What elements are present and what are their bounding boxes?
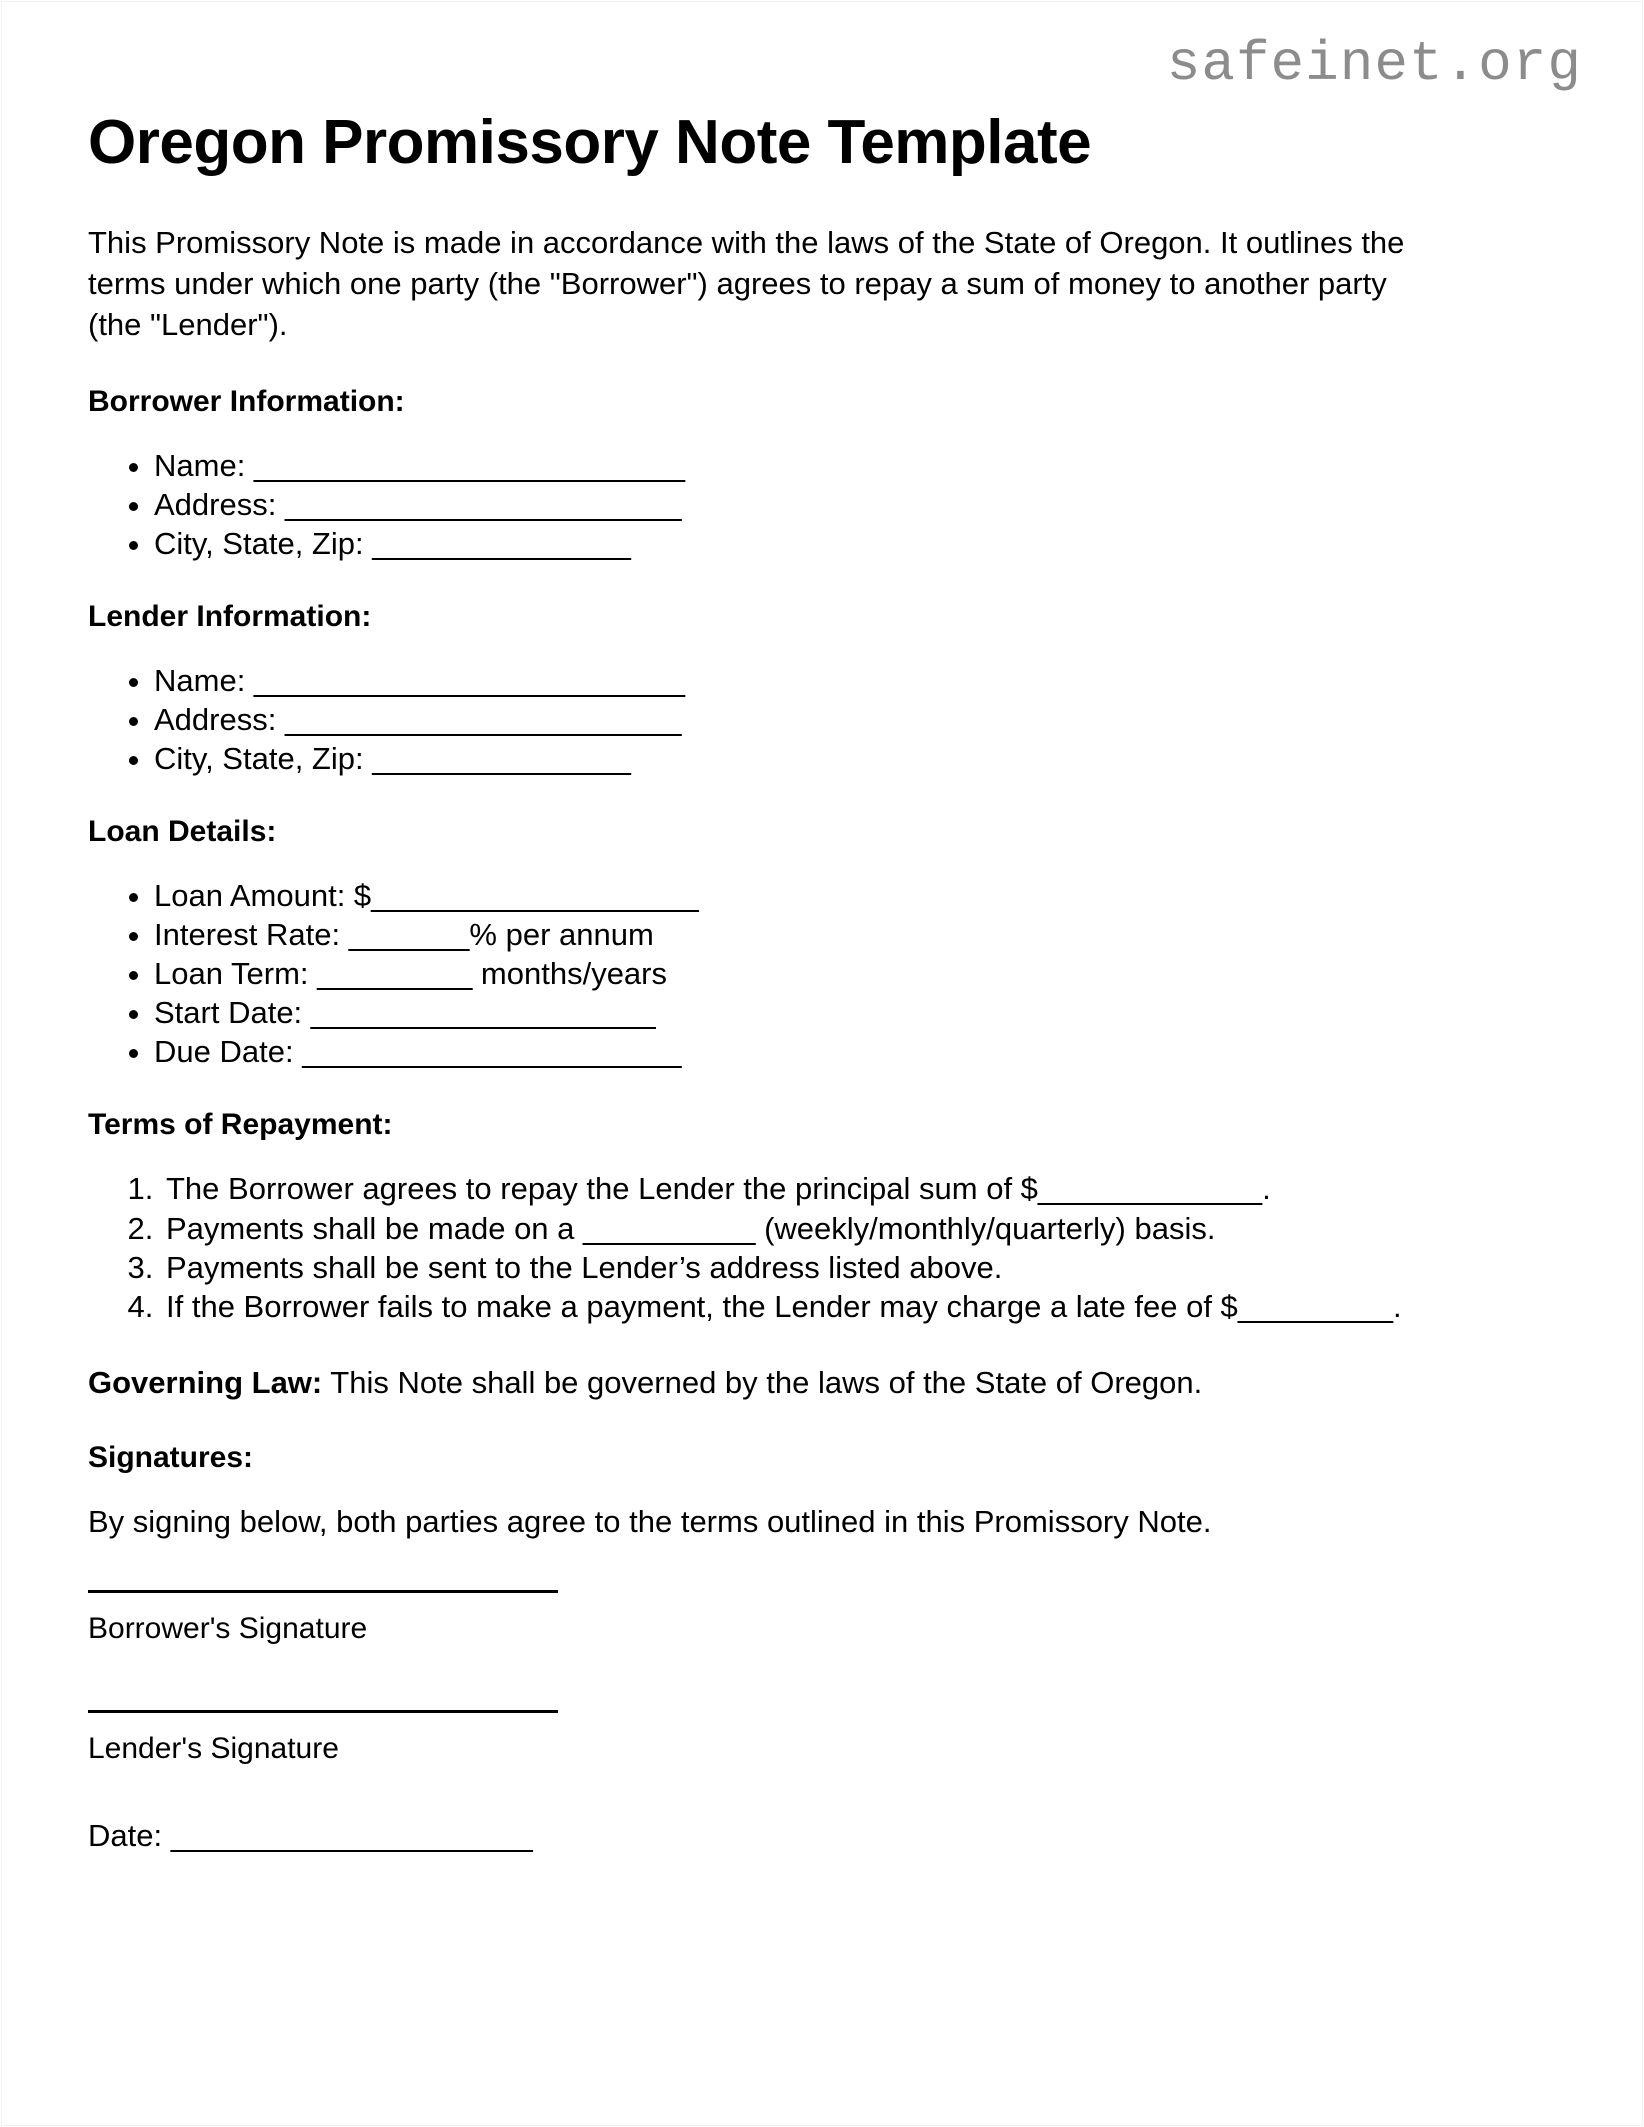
- borrower-signature-block: [88, 1590, 1468, 1648]
- list-item: [154, 954, 1468, 993]
- borrower-information-heading: Borrower Information:: [88, 384, 405, 418]
- term-prefix: If the Borrower fails to make a payment, the Lender may charge a late fee of $: [166, 1289, 1238, 1325]
- list-item: [154, 446, 1468, 485]
- field-label: Loan Term:: [154, 956, 318, 992]
- field-label: City, State, Zip:: [154, 525, 373, 561]
- field-label: Loan Amount: $: [154, 877, 372, 913]
- term-prefix: Payments shall be sent to the Lender’s address listed above.: [166, 1249, 1003, 1285]
- list-item: [162, 1248, 1468, 1287]
- term-blank[interactable]: _________: [1237, 1289, 1393, 1325]
- list-item: [154, 524, 1468, 563]
- field-blank[interactable]: _________: [317, 956, 473, 992]
- repayment-terms-list: [88, 1169, 1468, 1326]
- page-title: Oregon Promissory Note Template: [88, 108, 1092, 177]
- terms-of-repayment-heading: Terms of Repayment:: [88, 1108, 393, 1142]
- lender-signature-caption: Lender's Signature: [88, 1732, 339, 1766]
- list-item: [154, 700, 1468, 739]
- governing-law-label: Governing Law:: [88, 1364, 323, 1400]
- list-item: [154, 993, 1468, 1032]
- term-suffix: .: [1392, 1289, 1402, 1325]
- list-item: [154, 1032, 1468, 1071]
- field-label: Address:: [154, 486, 285, 522]
- field-blank[interactable]: ______________________: [302, 1034, 682, 1070]
- signatures-heading: Signatures:: [88, 1440, 254, 1474]
- field-suffix: months/years: [472, 956, 668, 992]
- loan-details-heading: Loan Details:: [88, 814, 277, 848]
- list-item: [154, 876, 1468, 915]
- list-item: [154, 661, 1468, 700]
- field-label: Name:: [154, 662, 254, 698]
- field-blank[interactable]: ____________________: [310, 995, 656, 1031]
- field-blank[interactable]: _________________________: [253, 447, 685, 483]
- field-blank[interactable]: _______________: [372, 525, 631, 561]
- field-blank[interactable]: _______________________: [284, 486, 682, 522]
- intro-paragraph: This Promissory Note is made in accordance with the laws of the State of Oregon. It outlines the terms under which one party (the "Borrower") agrees to repay a sum of money to another party (the "Lender").: [88, 224, 1405, 342]
- list-item: [162, 1169, 1468, 1208]
- lender-signature-block: [88, 1710, 1468, 1768]
- field-label: Start Date:: [154, 995, 311, 1031]
- lender-signature-line[interactable]: [88, 1710, 558, 1713]
- site-watermark: safeinet.org: [1166, 32, 1582, 96]
- document-content: [88, 110, 1468, 1857]
- borrower-field-list: [88, 446, 1468, 563]
- lender-information-heading: Lender Information:: [88, 599, 372, 633]
- date-blank[interactable]: _____________________: [170, 1818, 533, 1854]
- field-blank[interactable]: ___________________: [371, 877, 699, 913]
- field-blank[interactable]: _______: [348, 917, 470, 952]
- field-suffix: % per annum: [469, 917, 654, 952]
- list-item: [162, 1209, 1468, 1248]
- field-label: City, State, Zip:: [154, 740, 373, 776]
- field-blank[interactable]: _______________________: [284, 701, 682, 737]
- term-suffix: .: [1262, 1171, 1271, 1207]
- field-label: Name:: [154, 447, 254, 483]
- signature-agreement-text: By signing below, both parties agree to the terms outlined in this Promissory Note.: [88, 1503, 1212, 1539]
- governing-law-paragraph: [88, 1363, 1468, 1404]
- term-prefix: The Borrower agrees to repay the Lender the principal sum of $: [166, 1171, 1038, 1207]
- borrower-signature-caption: Borrower's Signature: [88, 1612, 368, 1646]
- governing-law-text: This Note shall be governed by the laws of the State of Oregon.: [322, 1364, 1203, 1400]
- field-blank[interactable]: _______________: [372, 740, 631, 776]
- date-field: [88, 1816, 1468, 1856]
- list-item: [154, 485, 1468, 524]
- lender-field-list: [88, 661, 1468, 778]
- term-prefix: Payments shall be made on a: [166, 1210, 584, 1246]
- field-label: Due Date:: [154, 1034, 303, 1070]
- field-label: Interest Rate:: [154, 917, 349, 952]
- term-suffix: (weekly/monthly/quarterly) basis.: [755, 1210, 1216, 1246]
- list-item: [154, 915, 1468, 954]
- list-item: [154, 739, 1468, 778]
- field-label: Address:: [154, 701, 285, 737]
- term-blank[interactable]: __________: [583, 1210, 756, 1246]
- field-blank[interactable]: _________________________: [253, 662, 685, 698]
- term-blank[interactable]: _____________: [1037, 1171, 1263, 1207]
- loan-details-field-list: [88, 876, 1468, 1071]
- list-item: [162, 1287, 1468, 1326]
- borrower-signature-line[interactable]: [88, 1590, 558, 1593]
- date-label: Date:: [88, 1818, 171, 1854]
